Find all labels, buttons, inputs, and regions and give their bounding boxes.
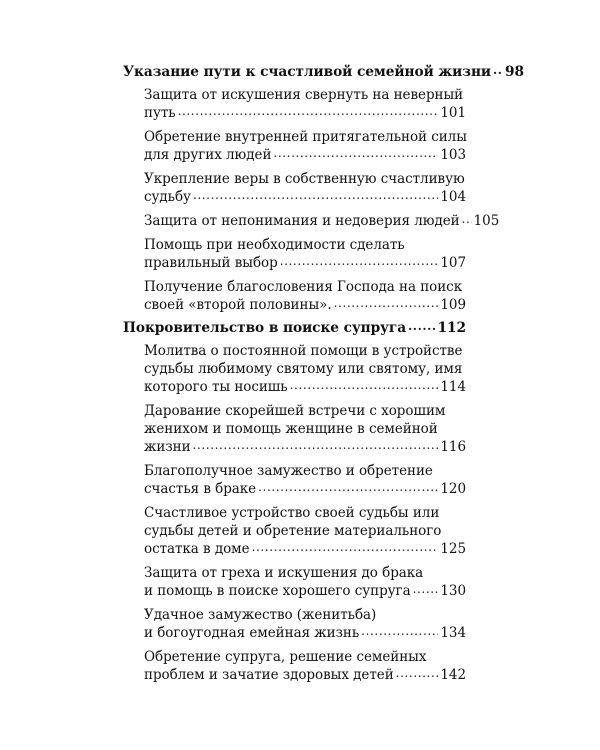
entry-page: 120 xyxy=(440,481,466,497)
section-heading-title: Покровительство в поиске супруга xyxy=(123,320,407,336)
entry-line-text: счастья в браке xyxy=(144,481,257,497)
entry-page: 101 xyxy=(440,105,466,121)
toc-section xyxy=(123,318,466,690)
dot-leader xyxy=(413,580,439,598)
entry-last-line xyxy=(144,378,466,396)
entry-line-text: остатка в доме xyxy=(144,541,250,557)
entry-last-line xyxy=(144,146,466,164)
toc-entry xyxy=(144,504,466,558)
dot-leader xyxy=(396,664,439,682)
entry-last-line xyxy=(144,212,500,230)
section-heading-page: 112 xyxy=(437,320,466,336)
section-heading-title: Указание пути к счастливой семейной жизни xyxy=(123,64,492,80)
toc-entry xyxy=(144,236,466,272)
entry-last-line xyxy=(144,480,466,498)
toc-section-heading xyxy=(123,62,524,82)
dot-leader xyxy=(252,538,439,556)
entry-page: 107 xyxy=(440,255,466,271)
entry-last-line xyxy=(144,540,466,558)
entry-line: Помощь при необходимости сделать xyxy=(144,237,405,253)
entry-line-text: которого ты носишь xyxy=(144,379,288,395)
section-heading-page: 98 xyxy=(505,64,524,80)
toc-entry xyxy=(144,128,466,164)
entry-page: 105 xyxy=(473,213,500,229)
entry-page: 134 xyxy=(440,625,466,641)
dot-leader xyxy=(361,622,438,640)
entry-line-text: путь xyxy=(144,105,176,121)
entry-last-line xyxy=(144,666,466,684)
dot-leader xyxy=(462,210,472,228)
dot-leader xyxy=(258,478,438,496)
toc-entry xyxy=(144,278,466,314)
entry-last-line xyxy=(144,296,466,314)
dot-leader xyxy=(193,436,439,454)
toc-section-heading xyxy=(123,318,466,338)
entry-last-line xyxy=(144,438,466,456)
entry-line-text: своей «второй половины». xyxy=(144,297,332,313)
entry-page: 142 xyxy=(440,667,466,683)
entry-line: Удачное замужество (женитьба) xyxy=(144,607,377,623)
toc-entry xyxy=(144,564,466,600)
toc-section xyxy=(123,62,524,320)
entry-line-text: для других людей xyxy=(144,147,272,163)
entry-line: Получение благословения Господа на поиск xyxy=(144,279,463,295)
entry-line: Дарование скорейшей встречи с хорошим xyxy=(144,403,446,419)
entry-line: Защита от искушения свернуть на неверный xyxy=(144,87,464,103)
entry-last-line xyxy=(144,624,466,642)
entry-last-line xyxy=(144,582,466,600)
entry-line: Благополучное замужество и обретение xyxy=(144,463,433,479)
toc-entry xyxy=(144,648,466,684)
entry-page: 116 xyxy=(440,439,466,455)
toc-entry xyxy=(144,462,466,498)
entry-last-line xyxy=(144,104,466,122)
entry-page: 130 xyxy=(440,583,466,599)
dot-leader xyxy=(408,316,436,336)
toc-entry xyxy=(144,402,466,456)
entry-page: 125 xyxy=(440,541,466,557)
entry-line: судьбы детей и обретение материального xyxy=(144,523,442,539)
entry-page: 104 xyxy=(440,189,466,205)
entry-line-text: и помощь в поиске хорошего супруга xyxy=(144,583,411,599)
toc-entry xyxy=(144,212,500,230)
entry-page: 109 xyxy=(440,297,466,313)
toc-entry xyxy=(144,86,466,122)
entry-line: женихом и помощь женщине в семейной xyxy=(144,421,438,437)
entry-last-line xyxy=(144,254,466,272)
toc-entry xyxy=(144,170,466,206)
entry-line: Защита от греха и искушения до брака xyxy=(144,565,424,581)
dot-leader xyxy=(280,252,439,270)
dot-leader xyxy=(290,376,439,394)
entry-page: 103 xyxy=(440,147,466,163)
entry-line-text: проблем и зачатие здоровых детей xyxy=(144,667,394,683)
entry-line-text: правильный выбор xyxy=(144,255,278,271)
dot-leader xyxy=(493,60,503,80)
dot-leader xyxy=(178,102,439,120)
entry-page: 114 xyxy=(440,379,466,395)
entry-line: Счастливое устройство своей судьбы или xyxy=(144,505,440,521)
toc-entry xyxy=(144,342,466,396)
entry-line-text: судьбу xyxy=(144,189,191,205)
entry-line-text: жизни xyxy=(144,439,191,455)
entry-line-text: и богоугодная емейная жизнь xyxy=(144,625,360,641)
dot-leader xyxy=(273,144,438,162)
dot-leader xyxy=(193,186,438,204)
entry-line: Обретение супруга, решение семейных xyxy=(144,649,427,665)
toc-entry xyxy=(144,606,466,642)
dot-leader xyxy=(334,294,439,312)
entry-line-text: Защита от непонимания и недоверия людей xyxy=(144,213,460,229)
entry-line: Молитва о постоянной помощи в устройстве xyxy=(144,343,463,359)
entry-line: Укрепление веры в собственную счастливую xyxy=(144,171,465,187)
entry-line: Обретение внутренней притягательной силы xyxy=(144,129,467,145)
entry-line: судьбы любимому святому или святому, имя xyxy=(144,361,463,377)
entry-last-line xyxy=(144,188,466,206)
